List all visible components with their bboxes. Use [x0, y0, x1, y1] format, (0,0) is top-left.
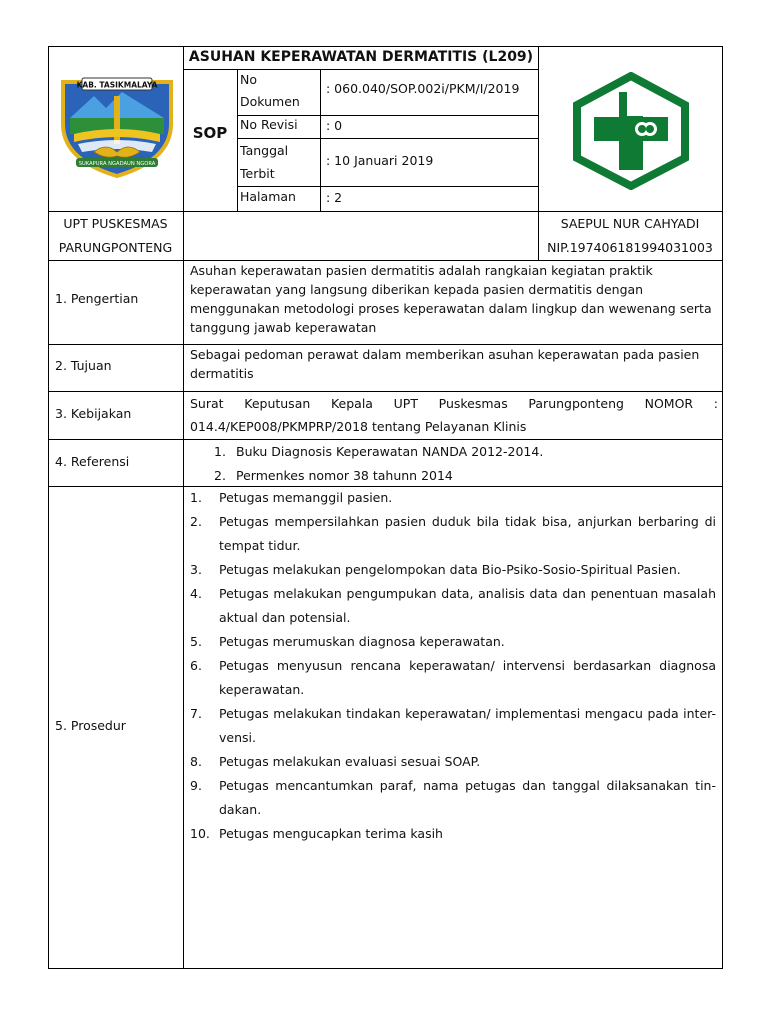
section-body-prosedur [190, 486, 716, 846]
list-item: 10. Petugas mengucapkan terima kasih [190, 826, 443, 841]
section-body-referensi [190, 440, 718, 488]
meta-label-tanggal-terbit: Tanggal Terbit [240, 143, 289, 181]
document-title: ASUHAN KEPERAWATAN DERMATITIS (L209) [188, 49, 534, 65]
section-body-pengertian: Asuhan keperawatan pasien dermatitis adalah rangkaian kegiatan praktik keperawatan yang langsung diberikan kepada pasien dermatitis dengan menggunakan metodologi proses keperawatan dalam lingkup dan wewenang serta tanggung jawab keperawatan [190, 263, 712, 335]
section-body-kebijakan: Surat Keputusan Kepala UPT Puskesmas Parungponteng NOMOR : 014.4/KEP008/PKMPRP/2018 tentang Pelayanan Klinis [190, 396, 718, 434]
section-label-pengertian: 1. Pengertian [55, 291, 139, 306]
signer-nip: NIP.197406181994031003 [547, 240, 713, 255]
section-body-tujuan: Sebagai pedoman perawat dalam memberikan asuhan keperawatan pada pasien dermatitis [190, 347, 700, 381]
meta-value-no-revisi: : 0 [326, 118, 343, 133]
meta-label-no-dokumen: No Dokumen [240, 72, 300, 109]
sop-label: SOP [192, 124, 228, 142]
list-item: 2. Petugas mempersilahkan pasien duduk bila tidak bisa, anjurkan berbaring di tempat tidur. [190, 514, 716, 553]
list-item: 1. Petugas memanggil pasien. [190, 490, 393, 505]
list-item: 4. Petugas melakukan pengumpukan data, analisis data dan penentuan masalah aktual dan potensial. [190, 586, 716, 625]
signer-name: SAEPUL NUR CAHYADI [560, 216, 700, 231]
meta-label-halaman: Halaman [240, 189, 296, 204]
meta-value-no-dokumen: : 060.040/SOP.002i/PKM/I/2019 [326, 81, 520, 96]
svg-text:SUKAPURA NGADAUN NGORA: SUKAPURA NGADAUN NGORA [78, 161, 156, 167]
section-label-referensi: 4. Referensi [55, 454, 130, 469]
meta-label-no-revisi: No Revisi [240, 117, 298, 132]
meta-value-tanggal-terbit: : 10 Januari 2019 [326, 153, 434, 168]
list-item: 3. Petugas melakukan pengelompokan data Bio-Psiko-Sosio-Spiritual Pasien. [190, 562, 681, 577]
meta-value-halaman: : 2 [326, 190, 343, 205]
svg-text:KAB. TASIKMALAYA: KAB. TASIKMALAYA [76, 80, 158, 90]
list-item: 7. Petugas melakukan tindakan keperawatan/ implementasi mengacu pada inter- vensi. [190, 706, 716, 745]
kabupaten-tasikmalaya-logo [56, 72, 178, 182]
signer-block [538, 212, 722, 260]
list-item: 8. Petugas melakukan evaluasi sesuai SOAP. [190, 754, 481, 769]
org-name: UPT PUSKESMAS PARUNGPONTENG [58, 216, 173, 255]
list-item: 9. Petugas mencantumkan paraf, nama petugas dan tanggal dilaksanakan tin- dakan. [190, 778, 716, 817]
puskesmas-logo [572, 72, 690, 190]
list-item: 5. Petugas merumuskan diagnosa keperawatan. [190, 634, 505, 649]
list-item: 2. Permenkes nomor 38 tahunn 2014 [214, 468, 453, 483]
section-label-tujuan: 2. Tujuan [55, 358, 112, 373]
list-item: 1. Buku Diagnosis Keperawatan NANDA 2012-2014. [214, 444, 544, 459]
section-label-kebijakan: 3. Kebijakan [55, 406, 132, 421]
section-label-prosedur: 5. Prosedur [55, 718, 126, 733]
list-item: 6. Petugas menyusun rencana keperawatan/ intervensi berdasarkan diagnosa keperawatan. [190, 658, 716, 697]
